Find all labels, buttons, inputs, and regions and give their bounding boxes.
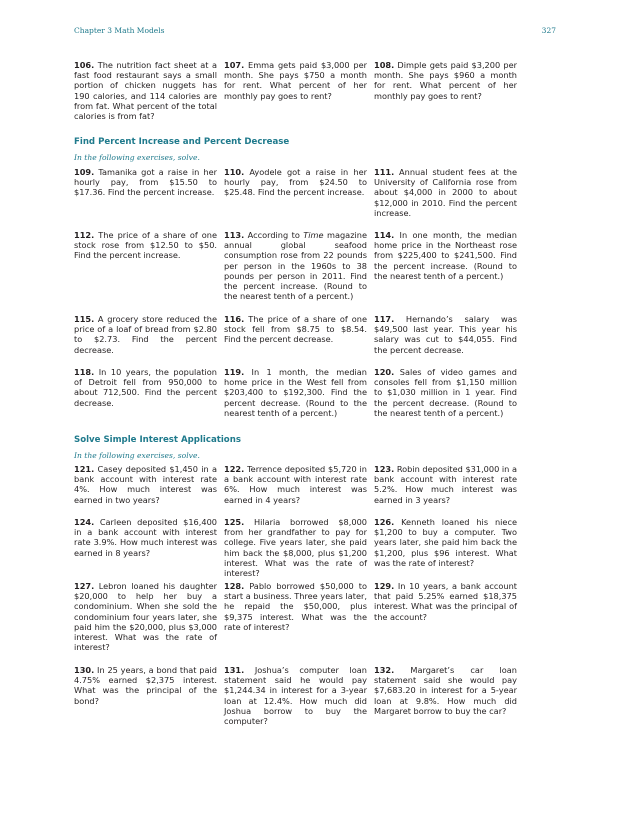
exercise-129 [374, 581, 517, 652]
exercise-text: A grocery store reduced the price of a loaf of bread from $2.80 to $2.73. Find the percent decrease. [74, 314, 217, 355]
exercise-text: Ayodele got a raise in her hourly pay, from $24.50 to $25.48. Find the percent increase. [224, 167, 367, 198]
exercise-number: 118. [74, 367, 95, 377]
exercise-number: 113. [224, 230, 245, 240]
exercise-number: 109. [74, 167, 95, 177]
page-header [74, 26, 556, 38]
exercise-number: 127. [74, 581, 95, 591]
exercise-126 [374, 517, 517, 578]
exercise-107 [224, 60, 367, 121]
exercise-121 [74, 464, 217, 505]
section-heading-percent-change: Find Percent Increase and Percent Decrease [74, 137, 290, 147]
exercise-row [74, 230, 557, 301]
exercise-text: Pablo borrowed $50,000 to start a business. Three years later, he repaid the $50,000, plus $9,375 interest. What was the rate of interest? [224, 581, 367, 632]
exercise-text: The price of a share of one stock rose from $12.50 to $50. Find the percent increase. [74, 230, 218, 261]
exercise-117 [374, 314, 517, 355]
exercise-119 [224, 367, 367, 418]
section-heading-simple-interest: Solve Simple Interest Applications [74, 435, 241, 445]
exercise-108 [374, 60, 517, 121]
exercise-number: 132. [374, 665, 395, 675]
exercise-text: Casey deposited $1,450 in a bank account with interest rate 4%. How much interest was earned in two years? [74, 464, 217, 505]
exercise-122 [224, 464, 367, 505]
exercise-text: In one month, the median home price in the Northeast rose from $225,400 to $241,500. Find the percent increase. (Round to the nearest tenth of a percent.) [374, 230, 517, 281]
exercise-text: Hilaria borrowed $8,000 from her grandfather to pay for college. Five years later, she paid him back the $8,000, plus $1,200 interest. What was the rate of interest? [224, 517, 367, 579]
exercise-row [74, 581, 557, 652]
exercise-text: In 25 years, a bond that paid 4.75% earned $2,375 interest. What was the principal of the bond? [74, 665, 217, 706]
exercise-number: 131. [224, 665, 245, 675]
exercise-112 [74, 230, 217, 301]
exercise-text-pre: According to [247, 230, 304, 240]
exercise-118 [74, 367, 217, 418]
exercise-number: 112. [74, 230, 95, 240]
exercise-number: 123. [374, 464, 395, 474]
exercise-number: 130. [74, 665, 95, 675]
exercise-number: 119. [224, 367, 245, 377]
exercise-text: In 10 years, a bank account that paid 5.25% earned $18,375 interest. What was the principal of the account? [374, 581, 518, 622]
exercise-text: Terrence deposited $5,720 in a bank account with interest rate 6%. How much interest was earned in 4 years? [224, 464, 367, 505]
exercise-132 [374, 665, 517, 726]
exercise-row [74, 464, 557, 505]
exercise-text: Emma gets paid $3,000 per month. She pays $750 a month for rent. What percent of her monthly pay goes to rent? [224, 60, 368, 101]
exercise-123 [374, 464, 517, 505]
exercise-120 [374, 367, 517, 418]
exercise-110 [224, 167, 367, 218]
exercise-127 [74, 581, 217, 652]
exercise-number: 111. [374, 167, 395, 177]
exercise-number: 114. [374, 230, 395, 240]
exercise-text: Carleen deposited $16,400 in a bank account with interest rate 3.9%. How much interest was earned in 8 years? [74, 517, 217, 558]
exercise-114 [374, 230, 517, 301]
exercise-115 [74, 314, 217, 355]
section-instruction: In the following exercises, solve. [74, 451, 200, 460]
exercise-text: Dimple gets paid $3,200 per month. She pays $960 a month for rent. What percent of her monthly pay goes to rent? [374, 60, 517, 101]
exercise-number: 124. [74, 517, 95, 527]
exercise-text: Lebron loaned his daughter $20,000 to help her buy a condominium. When she sold the condominium four years later, she paid him the $20,000, plus $3,000 interest. What was the rate of interest? [74, 581, 218, 653]
exercise-text: Tamanika got a raise in her hourly pay, from $15.50 to $17.36. Find the percent increase. [74, 167, 217, 198]
exercise-111 [374, 167, 517, 218]
exercise-number: 122. [224, 464, 245, 474]
exercise-number: 125. [224, 517, 245, 527]
exercise-text: Robin deposited $31,000 in a bank account with interest rate 5.2%. How much interest was earned in 3 years? [374, 464, 517, 505]
exercise-text: Annual student fees at the University of California rose from about $4,000 in 2000 to about $12,000 in 2010. Find the percent increase. [374, 167, 517, 218]
exercise-number: 121. [74, 464, 95, 474]
exercise-text: Hernando’s salary was $49,500 last year. This year his salary was cut to $44,055. Find the percent decrease. [374, 314, 517, 355]
exercise-row [74, 367, 557, 418]
exercise-number: 126. [374, 517, 395, 527]
exercise-116 [224, 314, 367, 355]
exercise-text: The price of a share of one stock fell from $8.75 to $8.54. Find the percent decrease. [224, 314, 368, 345]
exercise-text: Sales of video games and consoles fell from $1,150 million to $1,030 million in 1 year. Find the percent decrease. (Round to the nearest tenth of a percent.) [374, 367, 517, 418]
magazine-title: Time [303, 230, 324, 240]
exercise-text: The nutrition fact sheet at a fast food restaurant says a small portion of chicken nuggets has 190 calories, and 114 calories are from fat. What percent of the total calories is from fat? [74, 60, 217, 122]
exercise-130 [74, 665, 217, 726]
exercise-text-post: magazine annual global seafood consumption rose from 22 pounds per person in the 1960s to 38 pounds per person in 2011. Find the percent increase. (Round to the nearest tenth of a percent.) [224, 230, 367, 302]
exercise-number: 106. [74, 60, 95, 70]
exercise-number: 128. [224, 581, 245, 591]
exercise-109 [74, 167, 217, 218]
exercise-row [74, 517, 557, 578]
chapter-title: Chapter 3 Math Models [74, 26, 165, 35]
exercise-106 [74, 60, 217, 121]
exercise-128 [224, 581, 367, 652]
exercise-number: 117. [374, 314, 395, 324]
exercise-row [74, 60, 557, 121]
exercise-number: 115. [74, 314, 95, 324]
section-instruction: In the following exercises, solve. [74, 153, 200, 162]
exercise-number: 120. [374, 367, 395, 377]
exercise-131 [224, 665, 367, 726]
exercise-124 [74, 517, 217, 578]
exercise-number: 116. [224, 314, 245, 324]
page-number: 327 [541, 26, 556, 35]
exercise-text: Margaret’s car loan statement said she would pay $7,683.20 in interest for a 5-year loan at 9.8%. How much did Margaret borrow to buy the car? [374, 665, 517, 716]
exercise-text: Joshua’s computer loan statement said he would pay $1,244.34 in interest for a 3-year loan at 12.4%. How much did Joshua borrow to buy the computer? [224, 665, 367, 727]
exercise-number: 108. [374, 60, 395, 70]
exercise-text: In 1 month, the median home price in the West fell from $203,400 to $192,300. Find the percent decrease. (Round to the nearest tenth of a percent.) [224, 367, 367, 418]
exercise-row [74, 665, 557, 726]
exercise-number: 110. [224, 167, 245, 177]
exercise-text: Kenneth loaned his niece $1,200 to buy a computer. Two years later, she paid him back the $1,200, plus $96 interest. What was the rate of interest? [374, 517, 517, 568]
exercise-row [74, 167, 557, 218]
exercise-text: In 10 years, the population of Detroit fell from 950,000 to about 712,500. Find the percent decrease. [74, 367, 217, 408]
exercise-row [74, 314, 557, 355]
exercise-113 [224, 230, 367, 301]
exercise-number: 129. [374, 581, 395, 591]
exercise-125 [224, 517, 367, 578]
exercise-number: 107. [224, 60, 245, 70]
